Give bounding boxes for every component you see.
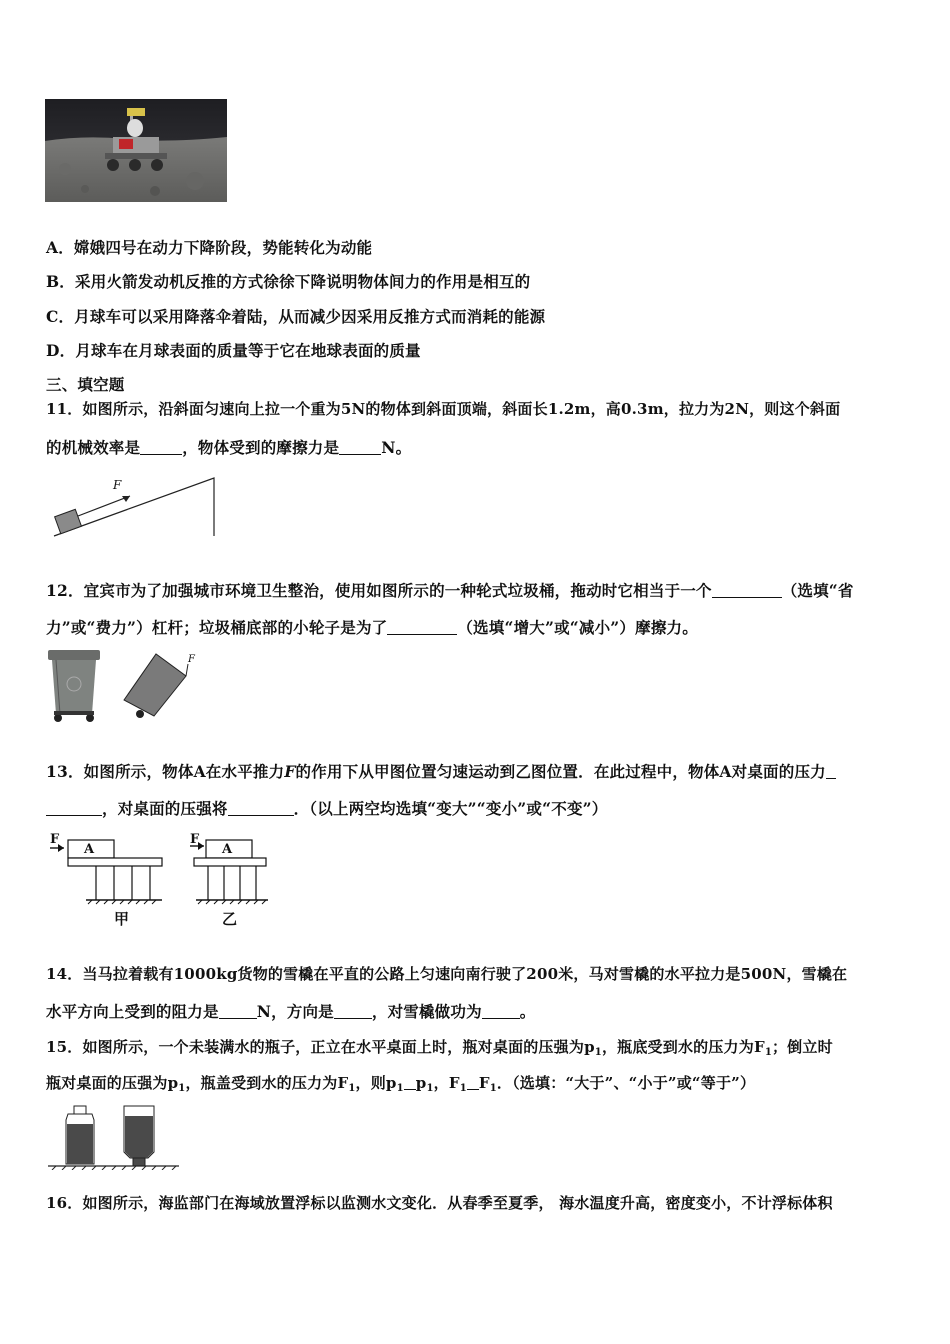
q15-line2: 瓶对桌面的压强为$p_1$，瓶盖受到水的压力为$F_1$，则$p_1$ $p_1$，$F_1$ $F_1$．（选填：“大于”、“小于”或“等于”） [46,1074,756,1094]
q15-blank2[interactable] [467,1074,479,1090]
push-force-label-left: F [50,832,60,847]
q11-line1: 11．如图所示，沿斜面匀速向上拉一个重为5N的物体到斜面顶端，斜面长1.2m，高0.3m，拉力为2N，则这个斜面 [46,400,841,418]
q15-blank1[interactable] [404,1074,416,1090]
option-a: A．嫦娥四号在动力下降阶段，势能转化为动能 [46,238,373,257]
q12-line2: 力”或“费力”）杠杆；垃圾桶底部的小轮子是为了 （选填“增大”或“减小”）摩擦力。 [46,618,698,637]
q12-blank2[interactable] [387,619,457,636]
q15-line1: 15．如图所示，一个未装满水的瓶子，正立在水平桌面上时，瓶对桌面的压强为$p_1$，瓶底受到水的压力为$F_1$；倒立时 [46,1038,833,1058]
q13-line1: 13．如图所示，物体A在水平推力F的作用下从甲图位置匀速运动到乙图位置．在此过程中，物体A对桌面的压力 [46,760,836,782]
incline-force-label: F [113,478,122,492]
q14-blank1[interactable] [219,1003,257,1020]
option-b: B．采用火箭发动机反推的方式徐徐下降说明物体间力的作用是相互的 [46,272,531,291]
q13-blank2[interactable] [228,800,294,817]
option-d: D．月球车在月球表面的质量等于它在地球表面的质量 [46,341,421,360]
q13-line2: ，对桌面的压强将 ．（以上两空均选填“变大”“变小”或“不变”） [46,797,607,819]
option-c: C．月球车可以采用降落伞着陆，从而减少因采用反推方式而消耗的能源 [46,307,546,326]
bin-force-label: F [188,654,195,665]
q14-line1: 14．当马拉着载有1000kg货物的雪橇在平直的公路上匀速向南行驶了200米，马对雪橇的水平拉力是500N，雪橇在 [46,965,848,983]
q11-line2: 的机械效率是 ，物体受到的摩擦力是 N。 [46,438,412,457]
q14-line2: 水平方向上受到的阻力是 N，方向是 ，对雪橇做功为 。 [46,1002,536,1021]
bottle-figure [46,1104,181,1170]
incline-figure [50,474,220,544]
q11-blank2[interactable] [339,439,381,456]
q13-blank1b[interactable] [46,800,102,817]
table-push-figure [46,832,286,942]
figure-label-jia: 甲 [114,910,130,928]
section-title: 三、填空题 [46,375,125,394]
q12-blank1[interactable] [712,582,782,599]
tilted-bin-figure [120,648,200,720]
q13-blank1a[interactable] [826,763,836,780]
q14-blank3[interactable] [482,1003,520,1020]
block-a-label-left: A [84,842,95,857]
block-a-label-right: A [222,842,233,857]
push-force-label-right: F [190,832,200,847]
q11-blank1[interactable] [140,439,182,456]
figure-label-yi: 乙 [222,910,238,928]
trash-bin-photo [46,648,102,724]
q14-blank2[interactable] [334,1003,372,1020]
q12-line1: 12．宜宾市为了加强城市环境卫生整治，使用如图所示的一种轮式垃圾桶，拖动时它相当于一个 （选填“省 [46,581,854,600]
moon-rover-photo [45,99,227,202]
q16-line1: 16．如图所示，海监部门在海域放置浮标以监测水文变化．从春季至夏季， 海水温度升高，密度变小，不计浮标体积 [46,1194,833,1212]
